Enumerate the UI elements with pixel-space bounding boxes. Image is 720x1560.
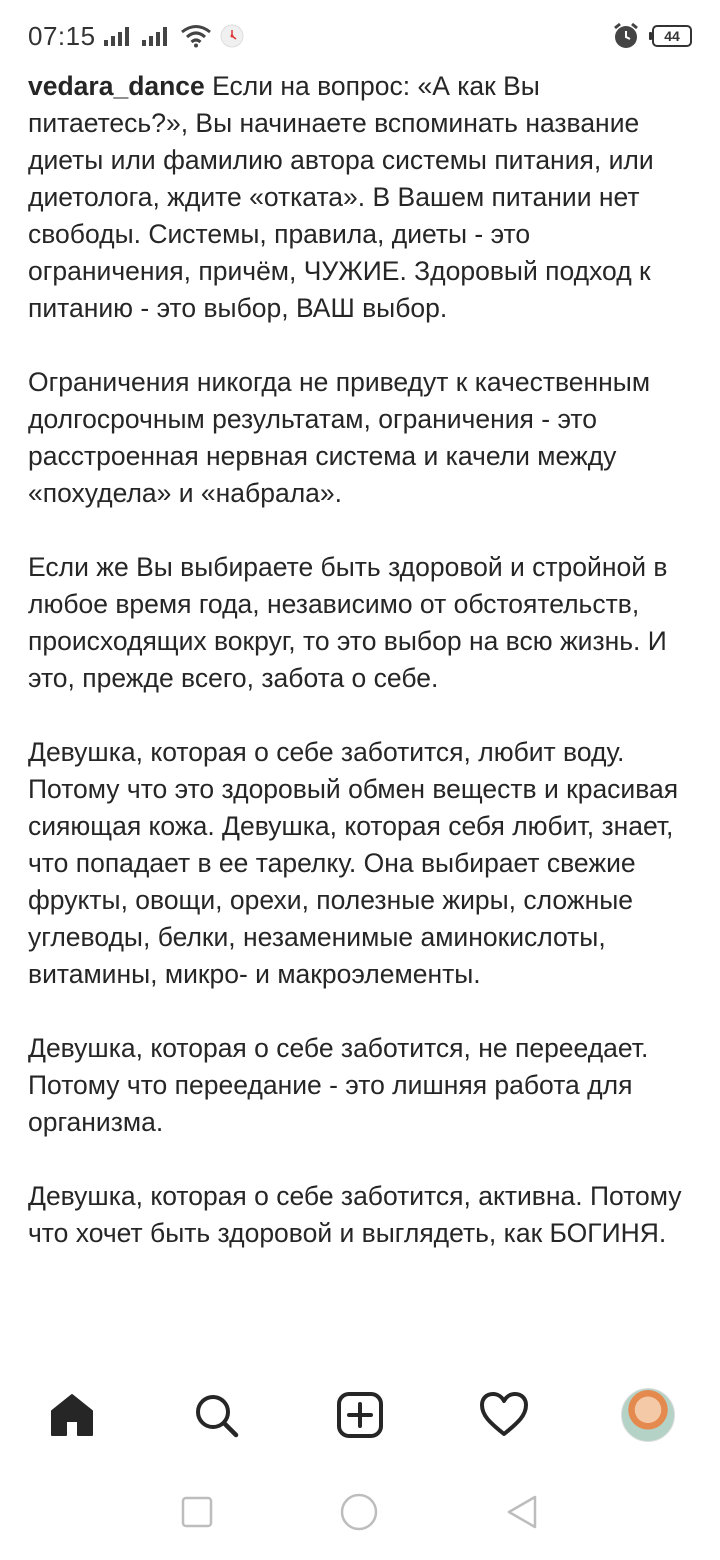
status-time: 07:15 xyxy=(28,20,96,51)
status-bar xyxy=(0,0,720,72)
recent-apps-icon[interactable] xyxy=(180,1495,214,1529)
signal-icon xyxy=(104,25,134,47)
activity-heart-icon xyxy=(479,1391,529,1439)
caption-paragraph xyxy=(28,68,696,327)
search-icon xyxy=(192,1391,240,1439)
battery-level: 44 xyxy=(664,28,680,44)
nav-new-post[interactable] xyxy=(324,1379,396,1451)
post-caption xyxy=(28,68,696,1252)
status-right xyxy=(612,22,692,50)
caption-paragraph: Девушка, которая о себе заботится, активна. Потому что хочет быть здоровой и выглядеть, как БОГИНЯ. xyxy=(28,1181,682,1248)
caption-first-text: Если на вопрос: «А как Вы питаетесь?», Вы начинаете вспоминать название диеты или фамилию автора системы питания, или диетолога, ждите «отката». В Вашем питании нет свободы. Системы, правила, диеты - это ограничения, причём, ЧУЖИЕ. Здоровый подход к питанию - это выбор, ВАШ выбор. xyxy=(28,71,654,323)
new-post-icon xyxy=(336,1391,384,1439)
signal-icon xyxy=(142,25,172,47)
system-navigation-bar xyxy=(0,1472,720,1552)
notification-icon xyxy=(220,24,244,48)
caption-paragraph: Ограничения никогда не приведут к качественным долгосрочным результатам, ограничения - это расстроенная нервная система и качели между «похудела» и «набрала». xyxy=(28,367,651,508)
status-left xyxy=(28,21,244,52)
home-circle-icon[interactable] xyxy=(339,1492,379,1532)
profile-avatar xyxy=(621,1388,675,1442)
caption-paragraph: Если же Вы выбираете быть здоровой и стройной в любое время года, независимо от обстоятельств, происходящих вокруг, то это выбор на всю жизнь. И это, прежде всего, забота о себе. xyxy=(28,552,668,693)
username-link[interactable]: vedara_dance xyxy=(28,71,205,101)
nav-search[interactable] xyxy=(180,1379,252,1451)
home-icon xyxy=(48,1391,96,1439)
back-icon[interactable] xyxy=(504,1494,540,1530)
bottom-navigation xyxy=(0,1378,720,1452)
alarm-icon xyxy=(612,22,640,50)
nav-activity[interactable] xyxy=(468,1379,540,1451)
nav-home[interactable] xyxy=(36,1379,108,1451)
caption-paragraph: Девушка, которая о себе заботится, любит воду. Потому что это здоровый обмен веществ и красивая сияющая кожа. Девушка, которая себя любит, знает, что попадает в ее тарелку. Она выбирает свежие фрукты, овощи, орехи, полезные жиры, сложные углеводы, белки, незаменимые аминокислоты, витамины, микро- и макроэлементы. xyxy=(28,737,679,989)
nav-profile[interactable] xyxy=(612,1379,684,1451)
caption-paragraph: Девушка, которая о себе заботится, не переедает. Потому что переедание - это лишняя работа для организма. xyxy=(28,1033,649,1137)
battery-icon xyxy=(652,25,692,47)
wifi-icon xyxy=(180,24,212,48)
